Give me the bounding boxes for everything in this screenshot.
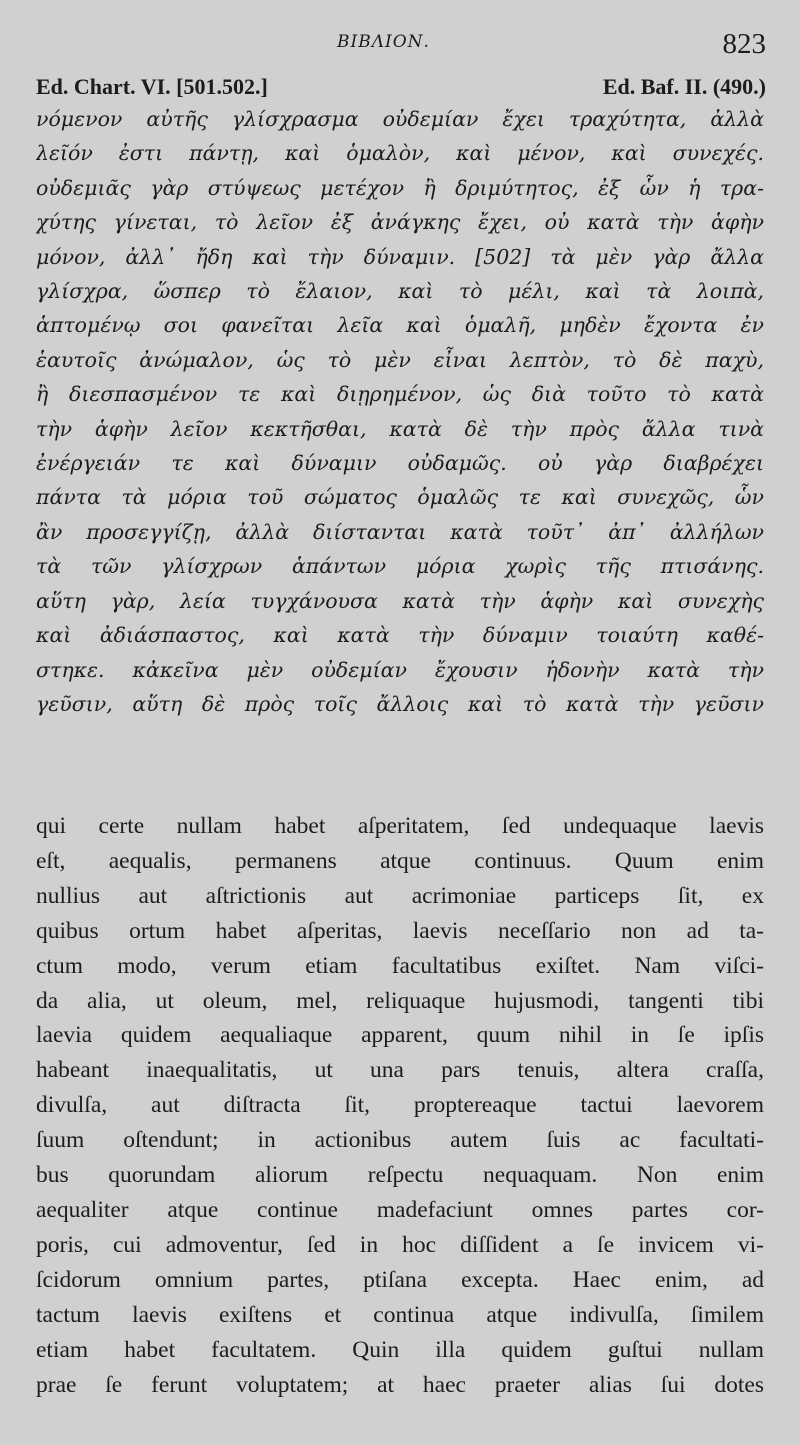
running-title: ΒΙΒΛΙΟΝ. xyxy=(337,32,430,52)
page-number: 823 xyxy=(722,28,766,60)
latin-line: aequaliter atque continue madefaciunt omnes partes cor- xyxy=(36,1196,764,1223)
greek-line: λεῖόν ἐστι πάντῃ, καὶ ὁμαλὸν, καὶ μένον, καὶ συνεχές. xyxy=(36,141,764,166)
latin-line: etiam habet facultatem. Quin illa quidem guſtui nullam xyxy=(36,1336,764,1363)
greek-line: τὰ τῶν γλίσχρων ἁπάντων μόρια χωρὶς τῆς πτισάνης. xyxy=(36,554,764,579)
greek-line: χύτης γίνεται, τὸ λεῖον ἐξ ἀνάγκης ἔχει, οὐ κατὰ τὴν ἁφὴν xyxy=(36,210,764,235)
latin-line: eſt, aequalis, permanens atque continuus. Quum enim xyxy=(36,847,764,874)
latin-line: bus quorundam aliorum reſpectu nequaquam. Non enim xyxy=(36,1162,764,1189)
greek-line: γλίσχρα, ὥσπερ τὸ ἔλαιον, καὶ τὸ μέλι, καὶ τὰ λοιπὰ, xyxy=(36,279,764,304)
latin-translation-block xyxy=(36,809,764,1402)
latin-line: habeant inaequalitatis, ut una pars tenuis, altera craſſa, xyxy=(36,1057,764,1084)
running-head xyxy=(0,28,800,64)
greek-line: ἂν προσεγγίζῃ, ἀλλὰ διίστανται κατὰ τοῦτ᾽ ἀπ᾽ ἀλλήλων xyxy=(36,519,764,544)
greek-line: πάντα τὰ μόρια τοῦ σώματος ὁμαλῶς τε καὶ συνεχῶς, ὧν xyxy=(36,485,764,510)
latin-line: da alia, ut oleum, mel, reliquaque hujusmodi, tangenti tibi xyxy=(36,987,764,1014)
latin-line: tactum laevis exiſtens et continua atque indivulſa, ſimilem xyxy=(36,1301,764,1328)
latin-line: nullius aut aſtrictionis aut acrimoniae particeps ſit, ex xyxy=(36,882,764,909)
latin-line: ctum modo, verum etiam facultatibus exiſtet. Nam viſci- xyxy=(36,952,764,979)
latin-line: divulſa, aut diſtracta ſit, proptereaque tactui laevorem xyxy=(36,1092,764,1119)
latin-line: qui certe nullam habet aſperitatem, ſed undequaque laevis xyxy=(36,813,764,839)
greek-line: καὶ ἀδιάσπαστος, καὶ κατὰ τὴν δύναμιν τοιαύτη καθέ- xyxy=(36,623,764,648)
latin-line: ſuum oſtendunt; in actionibus autem ſuis ac facultati- xyxy=(36,1127,764,1154)
greek-text-block xyxy=(36,102,764,721)
greek-line: ἑαυτοῖς ἀνώμαλον, ὡς τὸ μὲν εἶναι λεπτὸν, τὸ δὲ παχὺ, xyxy=(36,347,764,372)
greek-line: νόμενον αὐτῆς γλίσχρασμα οὐδεμίαν ἔχει τραχύτητα, ἀλλὰ xyxy=(36,107,764,131)
greek-line: ἢ διεσπασμένον τε καὶ διῃρημένον, ὡς διὰ τοῦτο τὸ κατὰ xyxy=(36,382,764,407)
greek-line: τὴν ἁφὴν λεῖον κεκτῆσθαι, κατὰ δὲ τὴν πρὸς ἄλλα τινὰ xyxy=(36,416,764,441)
edition-reference-line xyxy=(36,70,766,104)
latin-line: quibus ortum habet aſperitas, laevis neceſſario non ad ta- xyxy=(36,917,764,944)
latin-line: prae ſe ferunt voluptatem; at haec praeter alias ſui dotes xyxy=(36,1371,764,1398)
latin-line: laevia quidem aequaliaque apparent, quum nihil in ſe ipſis xyxy=(36,1022,764,1049)
edition-chartier-reference: Ed. Chart. VI. [501.502.] xyxy=(36,74,268,99)
latin-line: poris, cui admoventur, ſed in hoc diſſident a ſe invicem vi- xyxy=(36,1231,764,1258)
greek-line: οὐδεμιᾶς γὰρ στύψεως μετέχον ἢ δριμύτητος, ἐξ ὧν ἡ τρα- xyxy=(36,175,764,200)
greek-line: μόνον, ἀλλ᾽ ἤδη καὶ τὴν δύναμιν. [502] τὰ μὲν γὰρ ἄλλα xyxy=(36,244,764,269)
greek-line: ἐνέργειάν τε καὶ δύναμιν οὐδαμῶς. οὐ γὰρ διαβρέχει xyxy=(36,451,764,476)
greek-line: γεῦσιν, αὕτη δὲ πρὸς τοῖς ἄλλοις καὶ τὸ κατὰ τὴν γεῦσιν xyxy=(36,691,764,716)
greek-line: αὕτη γὰρ, λεία τυγχάνουσα κατὰ τὴν ἁφὴν καὶ συνεχὴς xyxy=(36,588,764,613)
greek-line: στηκε. κἀκεῖνα μὲν οὐδεμίαν ἔχουσιν ἡδονὴν κατὰ τὴν xyxy=(36,657,764,682)
latin-line: ſcidorum omnium partes, ptiſana excepta. Haec enim, ad xyxy=(36,1266,764,1293)
greek-line: ἁπτομένῳ σοι φανεῖται λεῖα καὶ ὁμαλῆ, μηδὲν ἔχοντα ἐν xyxy=(36,313,764,338)
edition-basel-reference: Ed. Baf. II. (490.) xyxy=(602,74,766,99)
